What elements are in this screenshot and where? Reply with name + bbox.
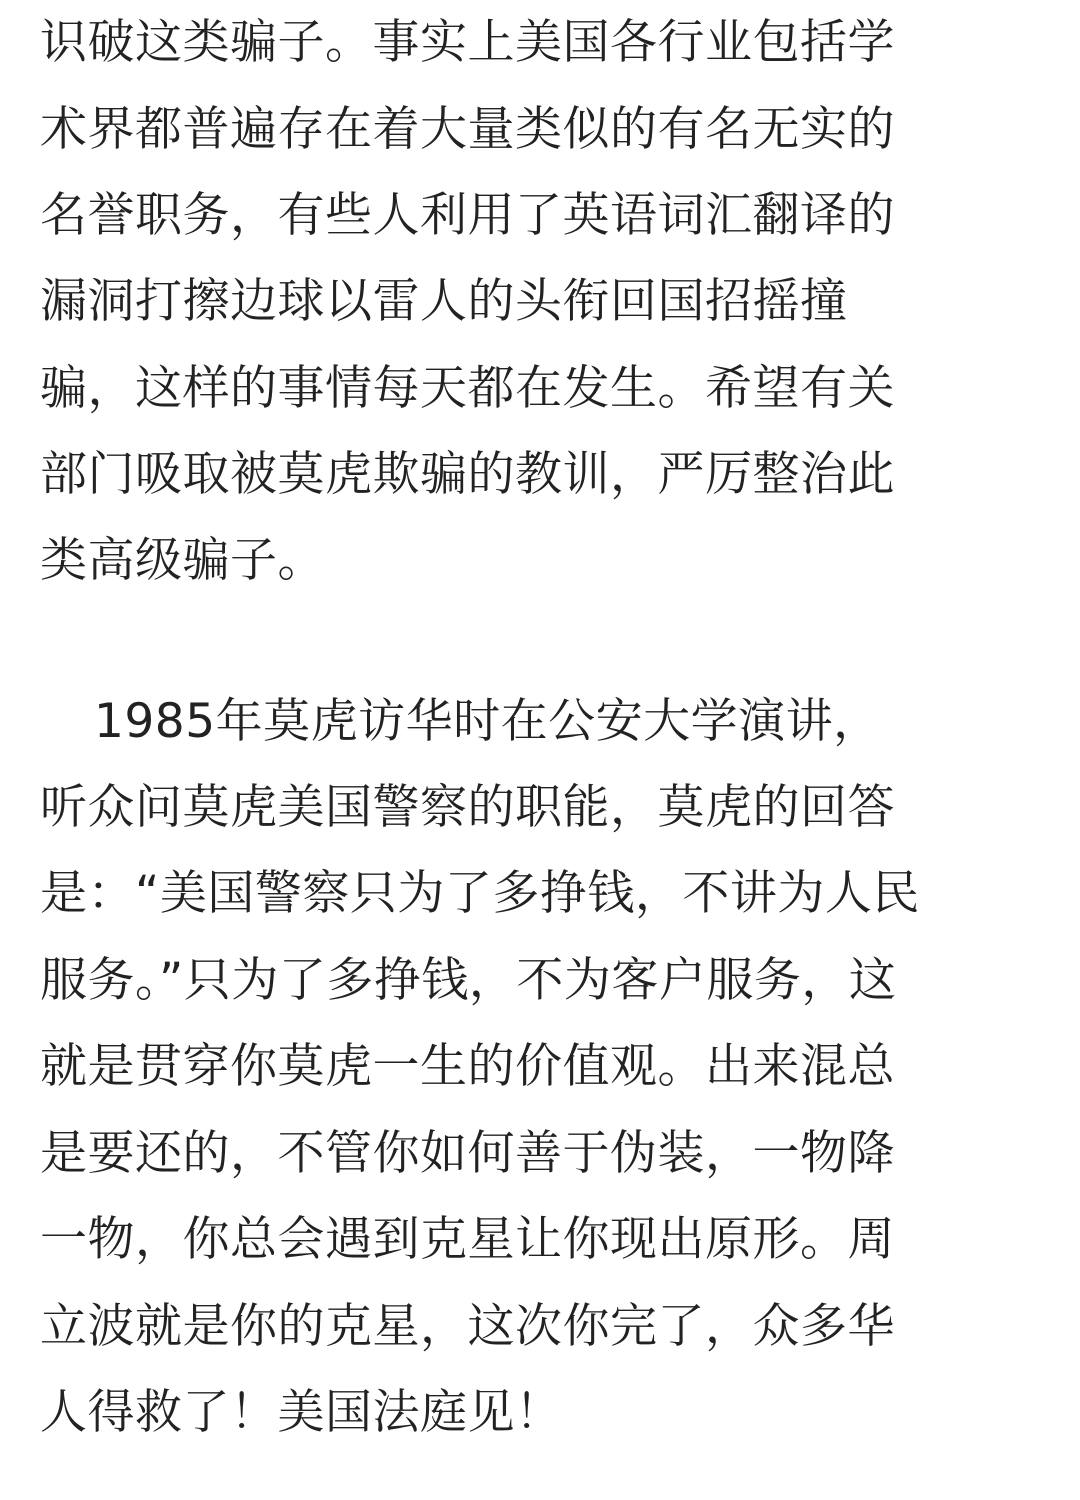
text-line: 骗，这样的事情每天都在发生。希望有关	[40, 361, 895, 416]
text-line: 1985年莫虎访华时在公安大学演讲，	[94, 694, 881, 749]
text-line: 立波就是你的克星，这次你完了，众多华	[40, 1299, 895, 1354]
text-line: 漏洞打擦边球以雷人的头衔回国招摇撞	[40, 274, 848, 329]
text-line: 一物，你总会遇到克星让你现出原形。周	[40, 1212, 895, 1267]
text-line: 是要还的，不管你如何善于伪装，一物降	[40, 1126, 895, 1181]
text-line: 听众问莫虎美国警察的职能，莫虎的回答	[40, 780, 895, 835]
text-line: 人得救了！美国法庭见！	[40, 1385, 563, 1440]
text-line: 类高级骗子。	[40, 533, 325, 588]
text-line: 部门吸取被莫虎欺骗的教训，严厉整治此	[40, 447, 895, 502]
text-line: 服务。”只为了多挣钱，不为客户服务，这	[40, 953, 897, 1008]
text-line: 就是贯穿你莫虎一生的价值观。出来混总	[40, 1039, 895, 1094]
text-line: 名誉职务，有些人利用了英语词汇翻译的	[40, 188, 895, 243]
text-line: 术界都普遍存在着大量类似的有名无实的	[40, 102, 895, 157]
text-line: 识破这类骗子。事实上美国各行业包括学	[40, 15, 895, 70]
text-line: 是：“美国警察只为了多挣钱，不讲为人民	[40, 866, 920, 921]
